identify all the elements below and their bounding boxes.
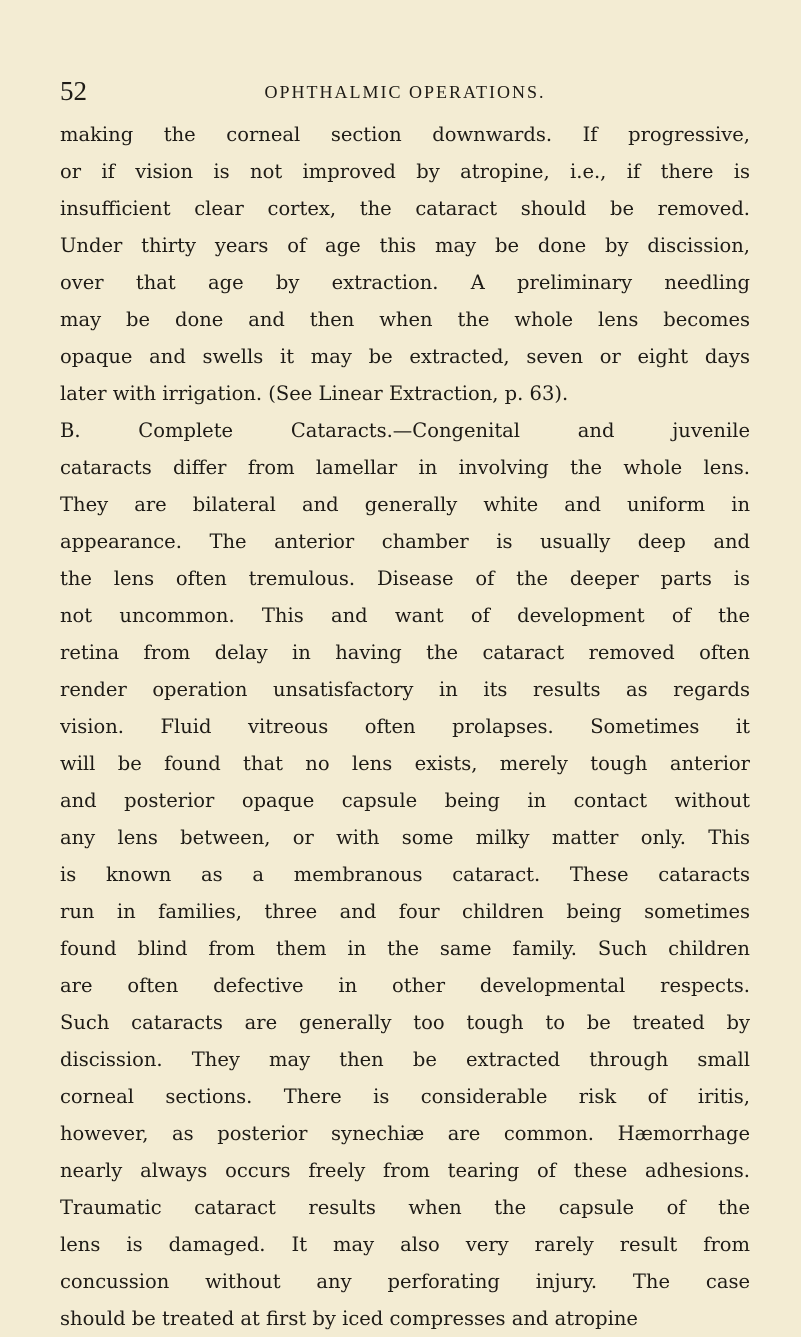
text-line: over that age by extraction. A preliminary needling xyxy=(60,271,750,294)
text-line: not uncommon. This and want of development of the xyxy=(60,604,750,627)
text-line: retina from delay in having the cataract removed often xyxy=(60,641,750,664)
text-line: making the corneal section downwards. If progressive, xyxy=(60,123,750,146)
text-line: found blind from them in the same family. Such children xyxy=(60,937,750,960)
text-line: nearly always occurs freely from tearing of these adhesions. xyxy=(60,1159,750,1182)
text-line: corneal sections. There is considerable risk of iritis, xyxy=(60,1085,750,1108)
text-line: cataracts differ from lamellar in involving the whole lens. xyxy=(60,456,750,479)
text-line: or if vision is not improved by atropine, i.e., if there is xyxy=(60,160,750,183)
text-line: later with irrigation. (See Linear Extraction, p. 63). xyxy=(60,382,569,405)
text-line: discission. They may then be extracted through small xyxy=(60,1048,750,1071)
text-line: insufficient clear cortex, the cataract should be removed. xyxy=(60,197,750,220)
text-line: concussion without any perforating injury. The case xyxy=(60,1270,750,1293)
body-text xyxy=(60,116,750,1337)
text-line: is known as a membranous cataract. These cataracts xyxy=(60,863,750,886)
text-line: vision. Fluid vitreous often prolapses. Sometimes it xyxy=(60,715,750,738)
text-line: will be found that no lens exists, merely tough anterior xyxy=(60,752,750,775)
text-line: They are bilateral and generally white and uniform in xyxy=(60,493,750,516)
text-line: Under thirty years of age this may be done by discission, xyxy=(60,234,750,257)
text-line: run in families, three and four children being sometimes xyxy=(60,900,750,923)
page-header xyxy=(60,76,750,116)
page-number: 52 xyxy=(60,76,87,106)
text-line: B. Complete Cataracts.—Congenital and juvenile xyxy=(60,419,750,442)
text-line: lens is damaged. It may also very rarely result from xyxy=(60,1233,750,1256)
text-line: should be treated at first by iced compresses and atropine xyxy=(60,1307,638,1330)
text-line: opaque and swells it may be extracted, seven or eight days xyxy=(60,345,750,368)
text-line: are often defective in other developmental respects. xyxy=(60,974,750,997)
text-line: render operation unsatisfactory in its results as regards xyxy=(60,678,750,701)
text-line: and posterior opaque capsule being in contact without xyxy=(60,789,750,812)
text-line: however, as posterior synechiæ are common. Hæmorrhage xyxy=(60,1122,750,1145)
text-line: Traumatic cataract results when the capsule of the xyxy=(60,1196,750,1219)
text-line: the lens often tremulous. Disease of the deeper parts is xyxy=(60,567,750,590)
text-line: appearance. The anterior chamber is usually deep and xyxy=(60,530,750,553)
running-title: OPHTHALMIC OPERATIONS. xyxy=(264,82,546,102)
text-line: Such cataracts are generally too tough to be treated by xyxy=(60,1011,750,1034)
text-line: any lens between, or with some milky matter only. This xyxy=(60,826,750,849)
text-line: may be done and then when the whole lens becomes xyxy=(60,308,750,331)
